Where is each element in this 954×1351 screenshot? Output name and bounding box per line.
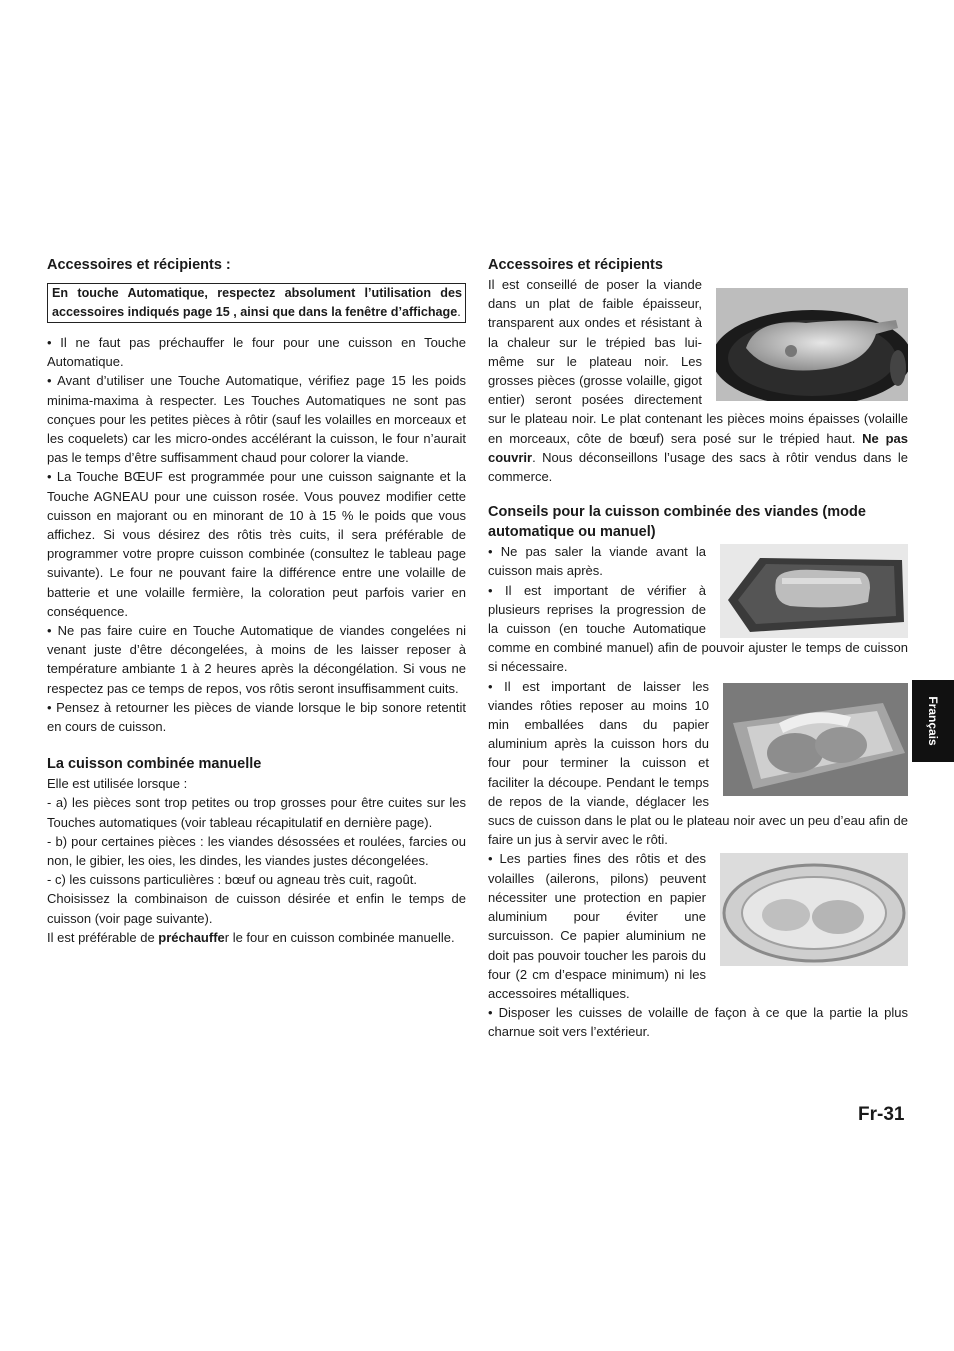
accessories-heading-right: Accessoires et récipients [488, 257, 663, 273]
manual-choose: Choisissez la combinaison de cuisson désirée et enfin le temps de cuisson (voir page suivante). [47, 891, 466, 926]
roast-in-foil-dish-photo [723, 683, 908, 796]
language-tab-label: Français [926, 696, 940, 746]
bullet-weights: • Avant d’utiliser une Touche Automatique, vérifiez page 15 les poids minima-maxima à respecter. Les Touches Automatiques ne sont pas conçues pour les petites pièces à rôtir (sauf les volailles en morceaux et les coquelets) car les micro-ondes accélérant la cuisson, le four n’aurait pas le temps d’être suffisamment chaud pour colorer la viande. [47, 373, 466, 466]
tip-rest-meat: • Il est important de laisser les viandes rôties reposer au moins 10 min emballées dans du papier aluminium après la cuisson hors du four pour terminer la cuisson et faciliter la découpe. Pendant le temps de repos de la viande, déglacer les sucs de cuisson dans le plat ou le plateau noir avec un peu d’eau afin de faire un jus à servir avec le rôti. [488, 678, 908, 848]
tip-check-progress: • Il est important de vérifier à plusieurs reprises la progression de la cuisson (en touche Automatique comme en combiné manuel) afin de pouvoir ajuster le temps de cuisson si nécessaire. [488, 582, 908, 675]
accessories-text-before: Il est conseillé de poser la viande dans un plat de faible épaisseur, transparent aux ondes et résistant à la chaleur sur le trépied bas lui-même sur le plateau noir. Les grosses pièces (grosse volaille, gigot entier) seront posées directement sur le plateau noir. Le plat contenant les pièces moins épaisses (volaille en morceaux, côte de bœuf) sera posé sur le trépied haut. [488, 277, 908, 446]
preheat-bold: préchauffe [158, 929, 225, 945]
tip-aluminium-protection: • Les parties fines des rôtis et des volailles (ailerons, pilons) peuvent nécessiter une protection en papier aluminium pour éviter une surcuisson. Ce papier aluminium ne doit pas pouvoir toucher les parois du four (2 cm d’espace minimum) ni les accessoires métalliques. [488, 851, 706, 1001]
preheat-text-after: r le four en cuisson combinée manuelle. [224, 929, 455, 945]
manual-case-a: - a) les pièces sont trop petites ou trop grosses pour être cuites sur les Touches automatiques (voir tableau récapitulatif en dernière page). [47, 795, 466, 830]
page-number: Fr-31 [858, 1104, 905, 1125]
left-column [47, 256, 466, 947]
combined-tips-heading: Conseils pour la cuisson combinée des viandes (mode automatique ou manuel) [488, 504, 866, 540]
roast-on-plate-photo [716, 288, 908, 401]
bullet-beef-lamb: • La Touche BŒUF est programmée pour une cuisson saignante et la Touche AGNEAU pour une cuisson rosée. Vous pouvez modifier cette cuisson en majorant ou en minorant de 10 à 15 % le poids que vous affichez. Si vous désirez des rôtis très cuits, il sera préférable de programmer votre propre cuisson combinée (consultez le tableau page suivante). Le four ne pouvant faire la différence entre une volaille de batterie et une volaille fermière, la coloration peut parfois varier en conséquence. [47, 469, 466, 619]
manual-combined-heading: La cuisson combinée manuelle [47, 756, 262, 773]
manual-case-c: - c) les cuissons particulières : bœuf ou agneau très cuit, ragoût. [47, 872, 417, 888]
manual-intro: Elle est utilisée lorsque : [47, 776, 188, 792]
manual-preheat [47, 928, 466, 947]
tip-no-salt: • Ne pas saler la viande avant la cuisson mais après. [488, 544, 706, 579]
no-cover-bold: Ne pas couvrir [488, 430, 908, 465]
bullet-frozen-meat: • Ne pas faire cuire en Touche Automatique de viandes congelées ni venant juste d’être décongelées, à moins de les laisser reposer à température ambiante 1 à 2 heures après la décongélation. Si vous ne respectez pas ce temps de repos, vos rôtis seront insuffisamment cuits. [47, 623, 466, 696]
roast-on-board-photo [720, 544, 908, 638]
bullet-no-preheat: • Il ne faut pas préchauffer le four pour une cuisson en Touche Automatique. [47, 335, 466, 370]
language-tab [912, 680, 954, 762]
automatic-notice-text: En touche Automatique, respectez absolument l’utilisation des accessoires indiqués page 15 , ainsi que dans la fenêtre d’affichage [52, 286, 462, 319]
accessories-heading: Accessoires et récipients : [47, 257, 231, 273]
manual-case-b: - b) pour certaines pièces : les viandes désossées et roulées, farcies ou non, le gibier, les oies, les dindes, les viandes justes décongelées. [47, 833, 466, 869]
preheat-text-before: Il est préférable de [47, 929, 159, 945]
glass-dish-photo [720, 853, 908, 966]
accessories-text-after: . Nous déconseillons l’usage des sacs à rôtir vendus dans le commerce. [488, 449, 908, 485]
automatic-notice-period: . [457, 304, 461, 319]
bullet-turn-meat: • Pensez à retourner les pièces de viande lorsque le bip sonore retentit en cours de cuisson. [47, 699, 466, 735]
automatic-notice-box [47, 283, 466, 323]
right-column [488, 256, 908, 1042]
tip-poultry-legs: • Disposer les cuisses de volaille de façon à ce que la partie la plus charnue soit vers l’extérieur. [488, 1005, 908, 1040]
